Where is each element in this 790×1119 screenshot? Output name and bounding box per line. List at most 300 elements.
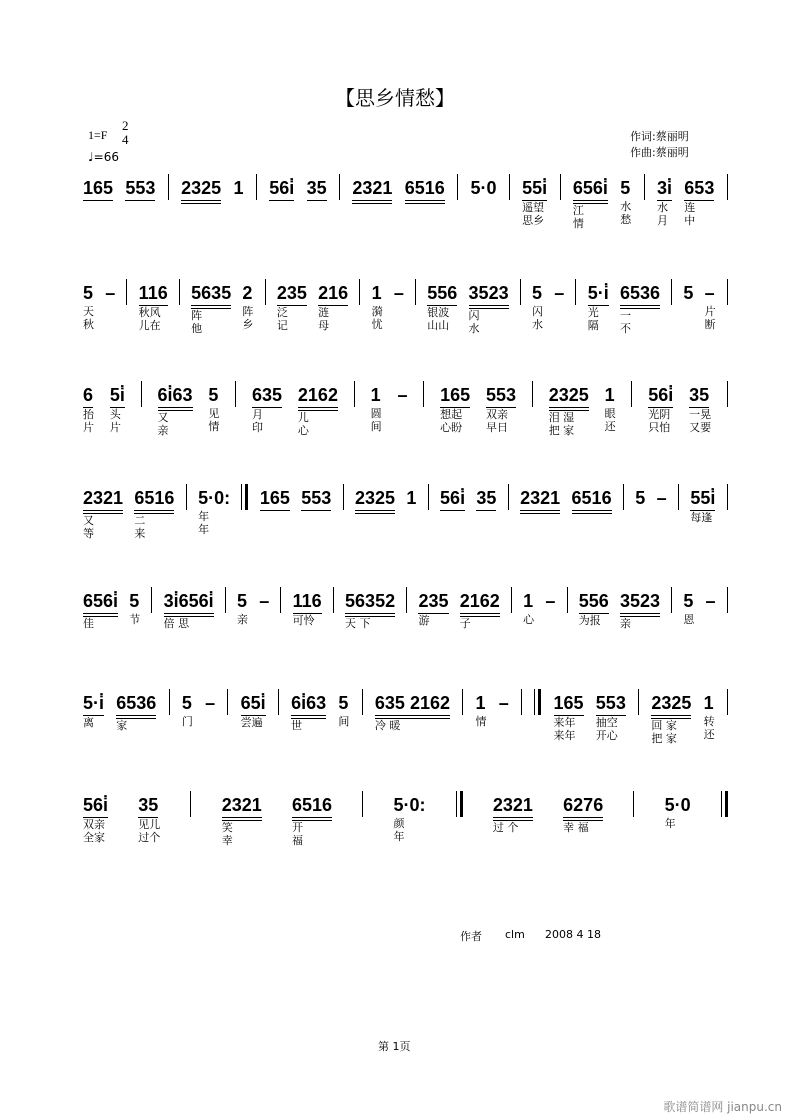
barline xyxy=(151,587,152,613)
lyric-verse-1: 尝遍 xyxy=(240,716,263,729)
lyric-verse-1: 亲 xyxy=(237,613,249,626)
note-group xyxy=(620,178,631,226)
notes: 56i̇ xyxy=(269,178,294,201)
notes: 2321 xyxy=(83,488,123,514)
lyric-verse-1: 一晃 xyxy=(689,408,712,421)
note-group xyxy=(83,693,104,742)
notes: 1 xyxy=(370,385,381,405)
note-group xyxy=(440,385,470,434)
note-group xyxy=(138,795,160,844)
notes: 56i̇ xyxy=(648,385,673,408)
notes: 5·0: xyxy=(393,795,426,815)
notes: 5 xyxy=(338,693,349,713)
lyric-verse-1: 开 xyxy=(291,821,303,834)
lyric-verse-2: 来年 xyxy=(553,729,576,742)
notes: 6516 xyxy=(405,178,445,204)
notes: 1 xyxy=(703,693,714,713)
note-group xyxy=(83,178,113,227)
notes: – xyxy=(545,591,556,611)
notes: 65i̇ xyxy=(241,693,266,716)
notes: – xyxy=(393,283,404,303)
note-group xyxy=(620,591,660,643)
note-group xyxy=(234,178,244,226)
notes: 6 xyxy=(83,385,93,408)
lyric-verse-1: 头 xyxy=(109,408,121,421)
lyric-verse-1: 门 xyxy=(181,715,193,728)
composer-credit: 作曲:蔡丽明 xyxy=(630,146,689,159)
notes: 2325 xyxy=(181,178,221,204)
barline xyxy=(678,484,679,510)
notes: 5 xyxy=(620,178,631,198)
barline xyxy=(644,174,645,200)
lyric-verse-1: 圆 xyxy=(370,407,382,420)
barline xyxy=(457,174,458,200)
lyric-verse-1: 颜 xyxy=(393,817,405,830)
barline xyxy=(227,689,228,715)
barline xyxy=(567,587,568,613)
note-group xyxy=(690,488,715,537)
note-group xyxy=(572,488,612,540)
notes: 553 xyxy=(125,178,155,201)
note-group xyxy=(355,488,395,540)
lyric-verse-1: 节 xyxy=(129,613,141,626)
note-group xyxy=(605,385,616,433)
lyric-verse-2: 间 xyxy=(370,420,382,433)
barline xyxy=(727,381,728,407)
barline xyxy=(256,174,257,200)
lyric-verse-2: 等 xyxy=(83,527,94,540)
lyric-verse-1: 泛 xyxy=(276,306,288,319)
barline xyxy=(225,587,226,613)
note-group xyxy=(222,795,262,847)
notes: 1 xyxy=(604,385,615,405)
note-group xyxy=(158,385,193,437)
note-group xyxy=(440,488,465,537)
note-group xyxy=(704,693,715,741)
note-group xyxy=(620,283,660,335)
note-group xyxy=(205,693,215,741)
notes: 56352 xyxy=(345,591,395,617)
page-number: 第 1页 xyxy=(378,1040,411,1053)
lyric-verse-1: 遥望 xyxy=(522,201,545,214)
barline xyxy=(354,381,355,407)
lyric-verse-1: 泪 湿 xyxy=(548,411,575,424)
author-name: clm xyxy=(505,928,525,941)
notes: 556 xyxy=(427,283,457,306)
lyric-verse-1: 每逢 xyxy=(690,511,713,524)
lyric-verse-2: 不 xyxy=(619,322,631,335)
lyric-verse-2: 还 xyxy=(703,728,715,741)
note-group xyxy=(301,488,331,537)
note-group xyxy=(684,178,714,227)
lyric-verse-1: 抽空 xyxy=(595,716,618,729)
date: 2008 4 18 xyxy=(545,928,601,941)
notes: 553 xyxy=(596,693,626,716)
notes: 35 xyxy=(307,178,327,201)
note-group xyxy=(476,488,496,537)
lyric-verse-2: 还 xyxy=(604,420,616,433)
lyric-verse-1: 银波 xyxy=(427,306,450,319)
note-group xyxy=(260,488,290,537)
barline xyxy=(727,174,728,200)
lyric-verse-1: 又 xyxy=(83,514,94,527)
note-group xyxy=(554,283,564,331)
tempo-marking: ♩=66 xyxy=(88,150,119,164)
note-group xyxy=(252,385,282,434)
lyric-verse-1: 转 xyxy=(703,715,715,728)
notes: 1 xyxy=(406,488,417,508)
lyric-verse-1: 秋风 xyxy=(138,306,161,319)
note-group xyxy=(588,283,609,332)
note-group xyxy=(134,488,174,540)
lyric-verse-1: 亲 xyxy=(619,617,631,630)
notes: 5·0: xyxy=(198,488,231,508)
barline xyxy=(265,279,266,305)
note-group xyxy=(405,178,445,230)
lyric-verse-1: 家 xyxy=(116,719,128,732)
notes: 116 xyxy=(293,591,322,614)
lyric-verse-1: 漪 xyxy=(371,305,383,318)
lyric-verse-2: 乡 xyxy=(242,318,254,331)
barline xyxy=(521,689,522,715)
lyric-verse-2: 忧 xyxy=(371,318,383,331)
notes: 5 xyxy=(683,283,694,303)
barline xyxy=(575,279,576,305)
barline xyxy=(509,174,510,200)
lyric-verse-1: 阵 xyxy=(242,305,254,318)
note-group xyxy=(292,795,332,847)
note-group xyxy=(683,283,693,331)
notes: – xyxy=(554,283,565,303)
notes: 2162 xyxy=(460,591,500,617)
notes: 5i̇ xyxy=(110,385,125,408)
note-group xyxy=(318,283,348,332)
notes: – xyxy=(705,591,716,611)
lyric-verse-1: 一 xyxy=(619,309,631,322)
barline xyxy=(362,689,363,715)
notes: 5 xyxy=(181,693,192,713)
lyric-verse-1: 倍 思 xyxy=(163,617,190,630)
lyric-verse-1: 离 xyxy=(83,716,94,729)
barline xyxy=(671,587,672,613)
staff-row xyxy=(83,795,728,855)
notes: 2321 xyxy=(493,795,533,821)
barline xyxy=(343,484,344,510)
notes: 656i̇ xyxy=(573,178,608,204)
lyric-verse-1: 见儿 xyxy=(138,818,161,831)
barline xyxy=(169,689,170,715)
note-group xyxy=(298,385,338,437)
barline xyxy=(333,587,334,613)
barline xyxy=(141,381,142,407)
lyric-verse-2: 把 家 xyxy=(548,424,575,437)
lyric-verse-2: 又要 xyxy=(689,421,712,434)
note-group xyxy=(705,283,716,331)
note-group xyxy=(105,283,115,331)
notes: 5 xyxy=(683,591,694,611)
notes: 56i̇ xyxy=(83,795,108,818)
note-group xyxy=(198,488,230,536)
lyric-verse-2: 隔 xyxy=(587,319,599,332)
notes: 3523 xyxy=(469,283,509,309)
notes: 2321 xyxy=(222,795,262,821)
notes: 2321 xyxy=(352,178,392,204)
notes: 5·i̇ xyxy=(83,693,104,716)
lyric-verse-1: 月 xyxy=(252,408,264,421)
notes: 3i̇ xyxy=(657,178,672,201)
notes: 5 xyxy=(129,591,140,611)
lyric-verse-1: 笑 xyxy=(221,821,233,834)
lyric-verse-2: 水 xyxy=(468,322,480,335)
lyric-verse-1: 子 xyxy=(459,617,471,630)
note-group xyxy=(83,795,108,844)
lyric-verse-2: 亲 xyxy=(157,424,169,437)
note-group xyxy=(345,591,395,643)
barline xyxy=(428,484,429,510)
notes: 2325 xyxy=(651,693,691,719)
barline xyxy=(727,279,728,305)
note-group xyxy=(338,693,349,741)
note-group xyxy=(182,693,193,741)
lyric-verse-2: 福 xyxy=(291,834,303,847)
lyric-verse-1: 闪 xyxy=(532,305,544,318)
notes: 5 xyxy=(635,488,646,508)
note-group xyxy=(291,693,326,745)
note-group xyxy=(665,795,691,843)
notes: 56i̇ xyxy=(440,488,465,511)
notes: 5 xyxy=(83,283,94,303)
notes: 165 xyxy=(260,488,290,511)
lyric-verse-1: 闪 xyxy=(468,309,480,322)
lyric-verse-1: 可怜 xyxy=(292,614,315,627)
lyric-verse-1: 世 xyxy=(291,719,303,732)
barline xyxy=(638,689,639,715)
lyric-verse-1: 儿 xyxy=(297,411,309,424)
note-group xyxy=(164,591,214,643)
barline xyxy=(727,587,728,613)
lyric-verse-2: 片 xyxy=(83,421,94,434)
notes: 2162 xyxy=(298,385,338,411)
note-group xyxy=(520,488,560,540)
note-group xyxy=(372,283,383,331)
note-group xyxy=(191,283,231,335)
notes: 5·i̇ xyxy=(588,283,609,306)
notes: 6516 xyxy=(292,795,332,821)
lyric-verse-2: 幸 xyxy=(221,834,233,847)
note-group xyxy=(579,591,609,640)
lyric-verse-1: 冷 暖 xyxy=(374,719,401,732)
lyric-verse-1: 想起 xyxy=(440,408,463,421)
note-group xyxy=(129,591,140,639)
staff-row xyxy=(83,178,728,238)
note-group xyxy=(532,283,543,331)
lyric-verse-1: 年 xyxy=(664,817,676,830)
notes: 35 xyxy=(138,795,158,818)
note-group xyxy=(277,283,307,332)
note-group xyxy=(635,488,645,536)
key-signature: 1=F xyxy=(88,128,108,142)
lyric-verse-2: 记 xyxy=(276,319,288,332)
lyric-verse-1: 江 xyxy=(572,204,584,217)
lyric-verse-1: 来年 xyxy=(553,716,576,729)
lyric-verse-2: 年 xyxy=(198,523,210,536)
barline xyxy=(560,174,561,200)
note-group xyxy=(208,385,219,433)
notes: 216 xyxy=(318,283,348,306)
barline xyxy=(280,587,281,613)
notes: 635 xyxy=(252,385,282,408)
lyric-verse-2: 情 xyxy=(572,217,584,230)
notes: 6516 xyxy=(134,488,174,514)
note-group xyxy=(522,178,547,227)
note-group xyxy=(563,795,603,847)
notes: 55i̇ xyxy=(522,178,547,201)
note-group xyxy=(418,591,448,640)
lyric-verse-2: 情 xyxy=(208,420,220,433)
lyric-verse-2: 片 xyxy=(109,421,121,434)
note-group xyxy=(241,693,266,742)
lyric-verse-1: 连 xyxy=(684,201,696,214)
lyric-verse-1: 过 个 xyxy=(492,821,519,834)
double-barline xyxy=(456,791,463,817)
barline xyxy=(631,381,632,407)
lyric-verse-2: 中 xyxy=(684,214,696,227)
notes: – xyxy=(498,693,509,713)
notes: 235 xyxy=(418,591,448,614)
notes: 2 xyxy=(242,283,253,303)
lyric-verse-1: 为报 xyxy=(578,614,601,627)
lyric-verse-2: 把 家 xyxy=(651,732,677,745)
lyric-verse-1: 心 xyxy=(523,613,535,626)
notes: 5 xyxy=(208,385,219,405)
notes: 6i̇63 xyxy=(291,693,326,719)
barline xyxy=(508,484,509,510)
lyric-verse-1: 回 家 xyxy=(651,719,677,732)
barline xyxy=(278,689,279,715)
staff-row xyxy=(83,488,728,548)
notes: – xyxy=(656,488,667,508)
staff-row xyxy=(83,591,728,651)
lyric-verse-1: 年 xyxy=(198,510,210,523)
notes: 5·0 xyxy=(470,178,497,198)
notes: 2325 xyxy=(549,385,589,411)
note-group xyxy=(493,795,533,847)
barline xyxy=(727,484,728,510)
lyric-verse-1: 抬 xyxy=(83,408,94,421)
notes: 6276 xyxy=(563,795,603,821)
lyric-verse-2: 印 xyxy=(252,421,264,434)
note-group xyxy=(83,488,123,540)
notes: 1 xyxy=(523,591,534,611)
notes: – xyxy=(704,283,715,303)
notes: 553 xyxy=(486,385,516,408)
barline xyxy=(359,279,360,305)
note-group xyxy=(394,283,404,331)
note-group xyxy=(470,178,496,226)
staff-row xyxy=(83,693,728,753)
note-group xyxy=(139,283,168,332)
author-label: 作者 xyxy=(460,930,482,943)
time-top: 2 xyxy=(122,118,129,133)
double-barline xyxy=(721,791,728,817)
lyric-verse-2: 秋 xyxy=(83,318,94,331)
time-bottom: 4 xyxy=(122,132,129,147)
lyric-verse-1: 幸 福 xyxy=(563,821,589,834)
lyric-verse-2: 来 xyxy=(134,527,146,540)
note-group xyxy=(293,591,322,640)
lyric-verse-1: 水 xyxy=(620,200,632,213)
note-group xyxy=(689,385,711,434)
note-group xyxy=(397,385,407,433)
note-group xyxy=(475,693,486,741)
notes: 6i̇63 xyxy=(158,385,193,411)
note-group xyxy=(83,385,94,434)
note-group xyxy=(307,178,327,227)
lyric-verse-2: 心盼 xyxy=(440,421,463,434)
note-group xyxy=(549,385,589,437)
barline xyxy=(362,791,363,817)
note-group xyxy=(648,385,673,434)
lyric-verse-2: 水 xyxy=(532,318,544,331)
note-group xyxy=(460,591,500,643)
notes: 1 xyxy=(233,178,244,198)
lyric-verse-1: 又 xyxy=(157,411,169,424)
barline xyxy=(623,484,624,510)
notes: 553 xyxy=(301,488,331,511)
notes: 165 xyxy=(440,385,470,408)
note-group xyxy=(554,693,584,742)
page-title: 【思乡情愁】 xyxy=(335,86,455,110)
lyric-verse-1: 双亲 xyxy=(83,818,105,831)
note-group xyxy=(657,178,672,227)
notes: 1 xyxy=(475,693,486,713)
lyric-verse-1: 阵 xyxy=(191,309,203,322)
notes: 1 xyxy=(371,283,382,303)
lyric-verse-1: 天 xyxy=(83,305,94,318)
lyric-verse-1: 光 xyxy=(587,306,599,319)
lyric-verse-2: 开心 xyxy=(595,729,618,742)
note-group xyxy=(683,591,694,639)
lyric-verse-2: 过个 xyxy=(138,831,161,844)
barline xyxy=(415,279,416,305)
note-group xyxy=(116,693,156,745)
notes: 656i̇ xyxy=(83,591,118,617)
notes: 165 xyxy=(554,693,584,716)
notes: 3523 xyxy=(620,591,660,617)
barline xyxy=(671,279,672,305)
barline xyxy=(190,791,191,817)
lyric-verse-2: 月 xyxy=(656,214,668,227)
barline xyxy=(339,174,340,200)
note-group xyxy=(371,385,382,433)
barline xyxy=(520,279,521,305)
notes: 116 xyxy=(139,283,168,306)
double-barline xyxy=(534,689,541,715)
notes: 635 2162 xyxy=(375,693,450,719)
barline xyxy=(406,587,407,613)
barline xyxy=(423,381,424,407)
notes: – xyxy=(205,693,216,713)
lyric-verse-1: 双亲 xyxy=(485,408,508,421)
lyric-verse-2: 早日 xyxy=(485,421,508,434)
staff-row xyxy=(83,385,728,445)
note-group xyxy=(125,178,155,227)
note-group xyxy=(596,693,626,742)
lyric-verse-1: 见 xyxy=(208,407,220,420)
notes: – xyxy=(259,591,270,611)
lyric-verse-1: 游 xyxy=(418,614,430,627)
notes: 5·0 xyxy=(664,795,691,815)
